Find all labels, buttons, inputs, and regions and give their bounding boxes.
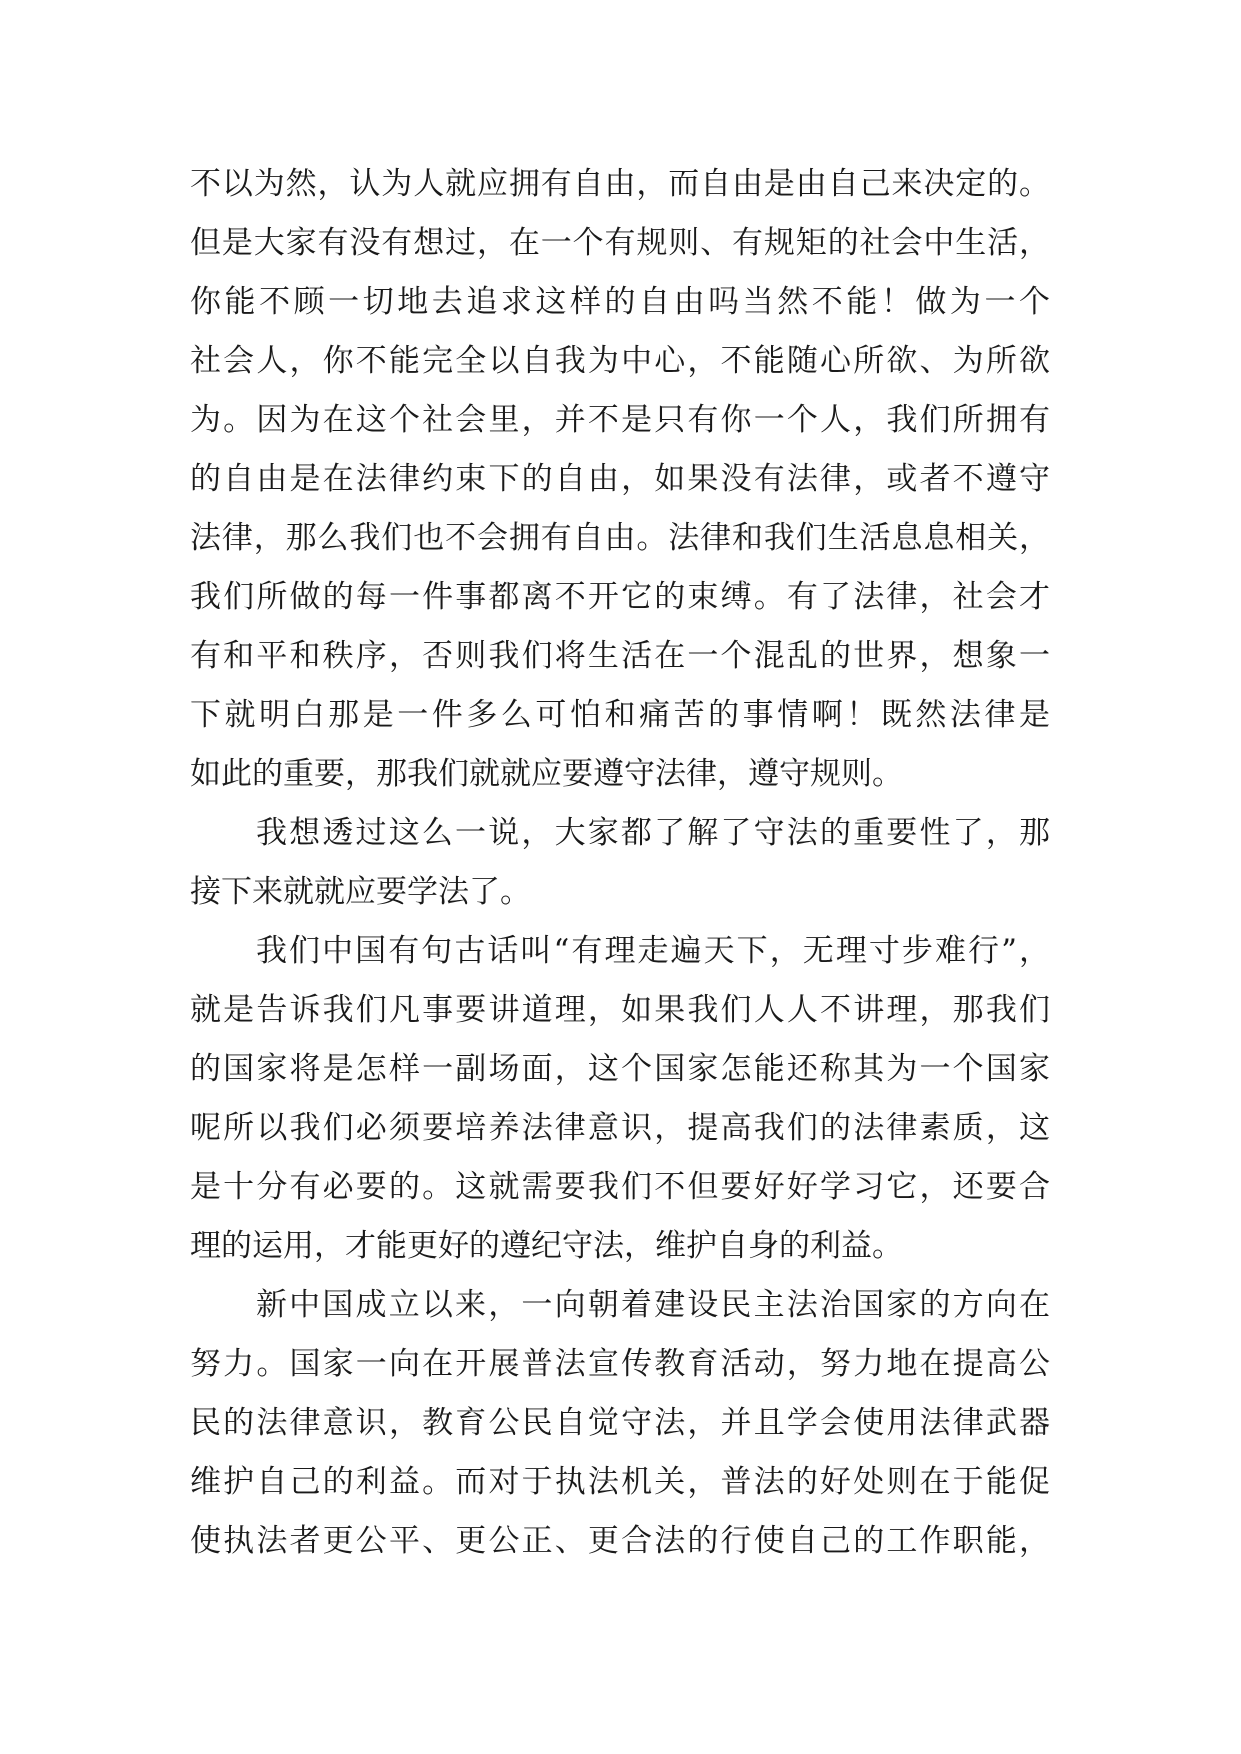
text-line: 我们所做的每一件事都离不开它的束缚。有了法律，社会才: [190, 579, 1050, 615]
text-line: 是十分有必要的。这就需要我们不但要好好学习它，还要合: [190, 1169, 1050, 1205]
text-line: 使执法者更公平、更公正、更合法的行使自己的工作职能，: [190, 1523, 1050, 1559]
body-text: [190, 155, 1050, 1571]
paragraph-start-line: 我想透过这么一说，大家都了解了守法的重要性了，那: [256, 815, 1050, 851]
text-line: 下就明白那是一件多么可怕和痛苦的事情啊！既然法律是: [190, 697, 1050, 733]
text-line: 就是告诉我们凡事要讲道理，如果我们人人不讲理，那我们: [190, 992, 1050, 1028]
text-line: 有和平和秩序，否则我们将生活在一个混乱的世界，想象一: [190, 638, 1050, 674]
text-line: 呢所以我们必须要培养法律意识，提高我们的法律素质，这: [190, 1110, 1050, 1146]
text-line: 但是大家有没有想过，在一个有规则、有规矩的社会中生活，: [190, 225, 1050, 261]
text-line: 的自由是在法律约束下的自由，如果没有法律，或者不遵守: [190, 461, 1050, 497]
paragraph-start-line: 我们中国有句古话叫“有理走遍天下，无理寸步难行”，: [256, 933, 1050, 969]
text-line: 理的运用，才能更好的遵纪守法，维护自身的利益。: [190, 1228, 903, 1264]
text-line: 不以为然，认为人就应拥有自由，而自由是由自己来决定的。: [190, 166, 1050, 202]
text-line: 维护自己的利益。而对于执法机关，普法的好处则在于能促: [190, 1464, 1050, 1500]
text-line: 接下来就就应要学法了。: [190, 874, 531, 910]
text-line: 民的法律意识，教育公民自觉守法，并且学会使用法律武器: [190, 1405, 1050, 1441]
text-line: 为。因为在这个社会里，并不是只有你一个人，我们所拥有: [190, 402, 1050, 438]
text-line: 的国家将是怎样一副场面，这个国家怎能还称其为一个国家: [190, 1051, 1050, 1087]
text-line: 社会人，你不能完全以自我为中心，不能随心所欲、为所欲: [190, 343, 1050, 379]
paragraph-start-line: 新中国成立以来，一向朝着建设民主法治国家的方向在: [256, 1287, 1050, 1323]
text-line: 法律，那么我们也不会拥有自由。法律和我们生活息息相关，: [190, 520, 1050, 556]
text-line: 你能不顾一切地去追求这样的自由吗当然不能！做为一个: [190, 284, 1050, 320]
text-line: 如此的重要，那我们就就应要遵守法律，遵守规则。: [190, 756, 903, 792]
text-line: 努力。国家一向在开展普法宣传教育活动，努力地在提高公: [190, 1346, 1050, 1382]
